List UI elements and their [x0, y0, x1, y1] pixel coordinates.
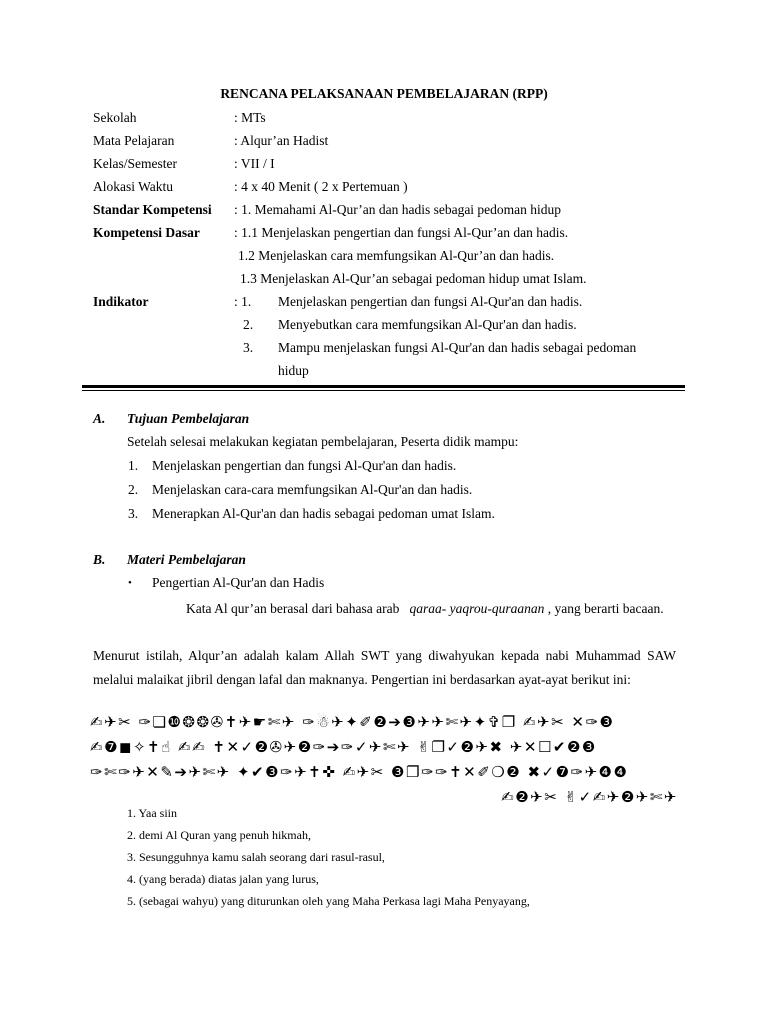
indikator-num-1: : 1.: [234, 294, 252, 309]
section-b-subheading: Pengertian Al-Qur'an dan Hadis: [152, 575, 325, 590]
indikator-text-3: Mampu menjelaskan fungsi Al-Qur'an dan hadis sebagai pedoman: [278, 340, 637, 355]
indikator-continuation: hidup: [278, 363, 309, 378]
arabic-transliteration: qaraa- yaqrou-quraanan: [409, 601, 545, 616]
section-b-letter: B.: [93, 552, 106, 567]
label-standar-kompetensi: Standar Kompetensi: [93, 202, 212, 217]
value-alokasi-waktu: : 4 x 40 Menit ( 2 x Pertemuan ): [234, 179, 408, 194]
section-a-heading: Tujuan Pembelajaran: [127, 411, 250, 426]
tujuan-text-1: Menjelaskan pengertian dan fungsi Al-Qur'an dan hadis.: [152, 458, 457, 473]
kd-item-1-3: 1.3 Menjelaskan Al-Qur’an sebagai pedoman hidup umat Islam.: [240, 271, 587, 286]
value-sekolah: : MTs: [234, 110, 266, 125]
verse-translation-4: 4. (yang berada) diatas jalan yang lurus,: [127, 872, 319, 886]
section-a-intro: Setelah selesai melakukan kegiatan pembelajaran, Peserta didik mampu:: [127, 434, 519, 449]
verse-translation-1: 1. Yaa siin: [127, 806, 178, 820]
divider-thick: [82, 385, 685, 388]
label-sekolah: Sekolah: [93, 110, 137, 125]
paragraph-definition: [93, 597, 676, 621]
paragraph-definition-part-1: Kata Al qur’an berasal dari bahasa arab: [186, 601, 400, 616]
label-kompetensi-dasar: Kompetensi Dasar: [93, 225, 200, 240]
bullet-dot: •: [128, 577, 132, 589]
indikator-num-2: 2.: [243, 317, 254, 332]
indikator-text-2: Menyebutkan cara memfungsikan Al-Qur'an dan hadis.: [278, 317, 577, 332]
symbol-line: ✍✈✂ ✑❏❿❂❂✇✝✈☛✄✈ ✑☃✈✦✐❷➔❸✈✈✄✈✦✞❐ ✍✈✂ ✕✑❸: [90, 713, 615, 731]
tujuan-text-2: Menjelaskan cara-cara memfungsikan Al-Qur'an dan hadis.: [152, 482, 473, 497]
symbol-line: ✑✄✑✈✕✎➔✈✄✈ ✦✔❸✑✈✝✜ ✍✈✂ ❸❐✑✑✝✕✐❍❷ ✖✓❼✑✈❹❹: [90, 763, 629, 781]
label-alokasi-waktu: Alokasi Waktu: [93, 179, 174, 194]
paragraph-definition-part-2: , yang berarti bacaan.: [547, 601, 664, 616]
paragraph-istilah: Menurut istilah, Alqur’an adalah kalam Allah SWT yang diwahyukan kepada nabi Muhammad SAW melalui malaikat jibril dengan lafal dan maknanya. Pengertian ini berdasarkan ayat-ayat berikut ini:: [93, 648, 676, 687]
section-a-letter: A.: [93, 411, 106, 426]
kd-item-1-2: 1.2 Menjelaskan cara memfungsikan Al-Qur’an dan hadis.: [238, 248, 555, 263]
value-kompetensi-dasar: : 1.1 Menjelaskan pengertian dan fungsi Al-Qur’an dan hadis.: [234, 225, 569, 240]
document-title: RENCANA PELAKSANAAN PEMBELAJARAN (RPP): [220, 86, 548, 101]
verse-translation-5: 5. (sebagai wahyu) yang diturunkan oleh yang Maha Perkasa lagi Maha Penyayang,: [127, 894, 530, 908]
value-kelas-semester: : VII / I: [234, 156, 275, 171]
tujuan-text-3: Menerapkan Al-Qur'an dan hadis sebagai pedoman umat Islam.: [152, 506, 495, 521]
label-mata-pelajaran: Mata Pelajaran: [93, 133, 175, 148]
divider-thin: [82, 390, 685, 391]
verse-translation-2: 2. demi Al Quran yang penuh hikmah,: [127, 828, 311, 842]
label-kelas-semester: Kelas/Semester: [93, 156, 177, 171]
symbol-line: ✍❷✈✂ ✌✓✍✈❷✈✄✈: [501, 788, 678, 806]
indikator-text-1: Menjelaskan pengertian dan fungsi Al-Qur'an dan hadis.: [278, 294, 583, 309]
section-b-heading: Materi Pembelajaran: [127, 552, 246, 567]
tujuan-num-2: 2.: [128, 482, 139, 497]
arabic-verse-symbols: [90, 710, 680, 810]
tujuan-num-3: 3.: [128, 506, 139, 521]
tujuan-num-1: 1.: [128, 458, 139, 473]
value-standar-kompetensi: : 1. Memahami Al-Qur’an dan hadis sebagai pedoman hidup: [234, 202, 562, 217]
indikator-num-3: 3.: [243, 340, 254, 355]
symbol-line: ✍❼◼✧✝☝ ✍✍ ✝✕✓❷✇✈❷✑➔✑✓✈✄✈ ✌❐✓❷✈✖ ✈✕☐✔❷❸: [90, 738, 597, 756]
value-mata-pelajaran: : Alqur’an Hadist: [234, 133, 329, 148]
label-indikator: Indikator: [93, 294, 149, 309]
verse-translation-3: 3. Sesungguhnya kamu salah seorang dari rasul-rasul,: [127, 850, 385, 864]
